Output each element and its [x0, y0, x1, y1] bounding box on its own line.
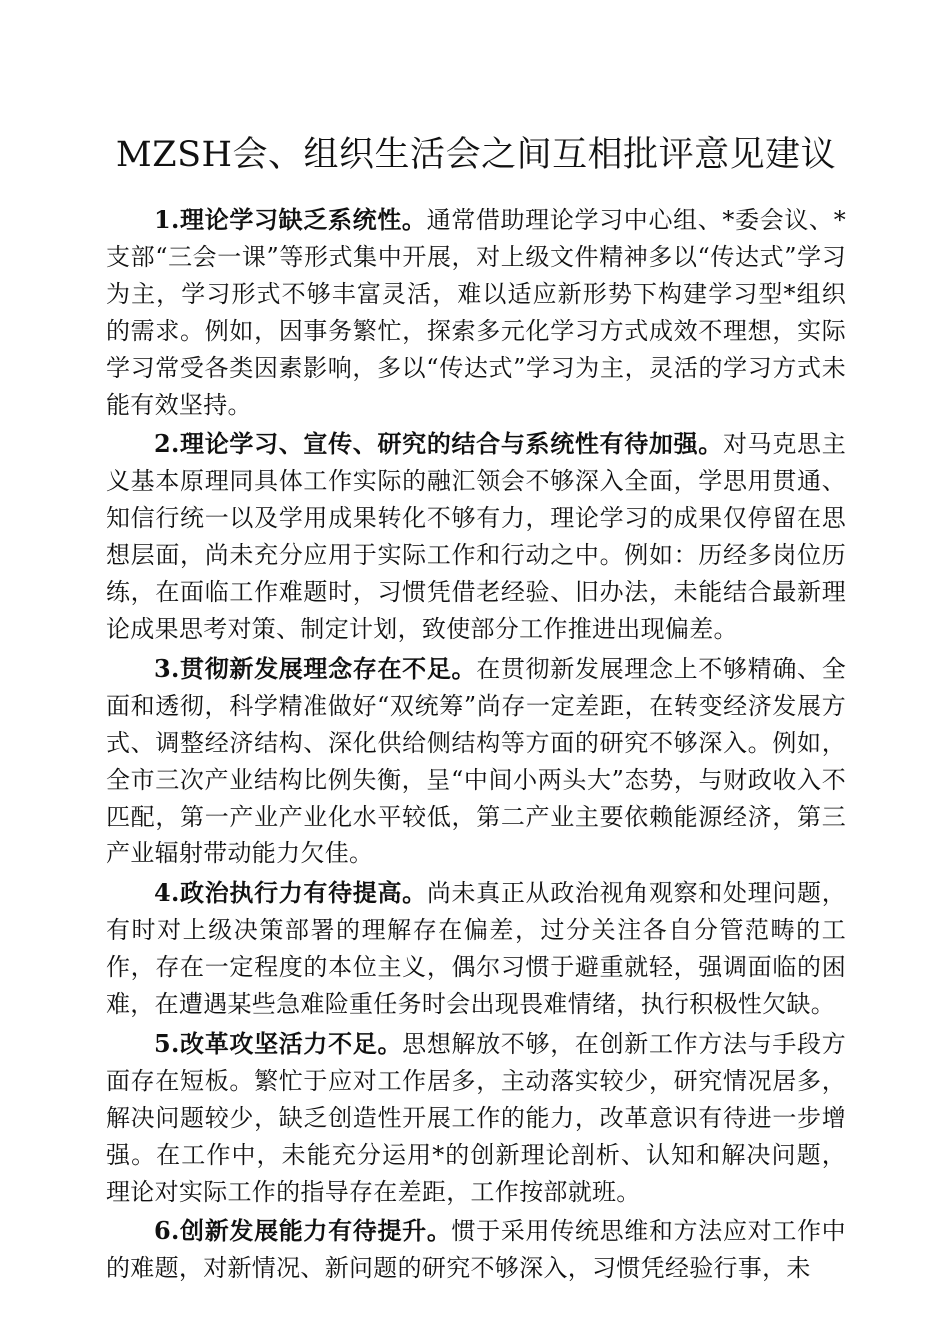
paragraph-5-heading: 5.改革攻坚活力不足。	[154, 1028, 403, 1058]
paragraph-4-text: 尚未真正从政治视角观察和处理问题，有时对上级决策部署的理解存在偏差，过分关注各自分管范畴的工作，存在一定程度的本位主义，偶尔习惯于避重就轻，强调面临的困难，在遭遇某些急难险重任务时会出现畏难情绪，执行积极性欠缺。	[106, 879, 846, 1019]
paragraph-4-heading: 4.政治执行力有待提高。	[154, 878, 427, 908]
paragraph-3-text: 在贯彻新发展理念上不够精确、全面和透彻，科学精准做好“双统筹”尚存一定差距，在转变经济发展方式、调整经济结构、深化供给侧结构等方面的研究不够深入。例如，全市三次产业结构比例失衡，呈“中间小两头大”态势，与财政收入不匹配，第一产业产业化水平较低，第二产业主要依赖能源经济，第三产业辐射带动能力欠佳。	[106, 654, 846, 868]
paragraph-3-heading: 3.贯彻新发展理念存在不足。	[154, 653, 477, 683]
paragraph-2	[106, 426, 846, 647]
paragraph-3	[106, 651, 846, 872]
document-body	[106, 202, 846, 1290]
document-title: MZSH会、组织生活会之间互相批评意见建议	[115, 135, 837, 175]
paragraph-2-text: 对马克思主义基本原理同具体工作实际的融汇领会不够深入全面，学思用贯通、知信行统一以及学用成果转化不够有力，理论学习的成果仅停留在思想层面，尚未充分应用于实际工作和行动之中。例如：历经多岗位历练，在面临工作难题时，习惯凭借老经验、旧办法，未能结合最新理论成果思考对策、制定计划，致使部分工作推进出现偏差。	[106, 430, 847, 643]
paragraph-4	[106, 875, 846, 1023]
paragraph-1-text: 通常借助理论学习中心组、*委会议、*支部“三会一课”等形式集中开展，对上级文件精神多以“传达式”学习为主，学习形式不够丰富灵活，难以适应新形势下构建学习型*组织的需求。例如，因事务繁忙，探索多元化学习方式成效不理想，实际学习常受各类因素影响，多以“传达式”学习为主，灵活的学习方式未能有效坚持。	[106, 206, 846, 419]
document-page	[106, 0, 846, 1344]
paragraph-6	[106, 1213, 846, 1287]
paragraph-6-heading: 6.创新发展能力有待提升。	[154, 1216, 452, 1246]
paragraph-1-heading: 1.理论学习缺乏系统性。	[154, 205, 427, 234]
paragraph-1	[106, 202, 846, 423]
paragraph-5-text: 思想解放不够，在创新工作方法与手段方面存在短板。繁忙于应对工作居多，主动落实较少，研究情况居多，解决问题较少，缺乏创造性开展工作的能力，改革意识有待进一步增强。在工作中，未能充分运用*的创新理论剖析、认知和解决问题，理论对实际工作的指导存在差距，工作按部就班。	[106, 1029, 846, 1206]
paragraph-5	[106, 1026, 846, 1211]
paragraph-2-heading: 2.理论学习、宣传、研究的结合与系统性有待加强。	[154, 429, 723, 459]
paragraph-6-text: 惯于采用传统思维和方法应对工作中的难题，对新情况、新问题的研究不够深入，习惯凭经验行事，未	[106, 1217, 846, 1283]
